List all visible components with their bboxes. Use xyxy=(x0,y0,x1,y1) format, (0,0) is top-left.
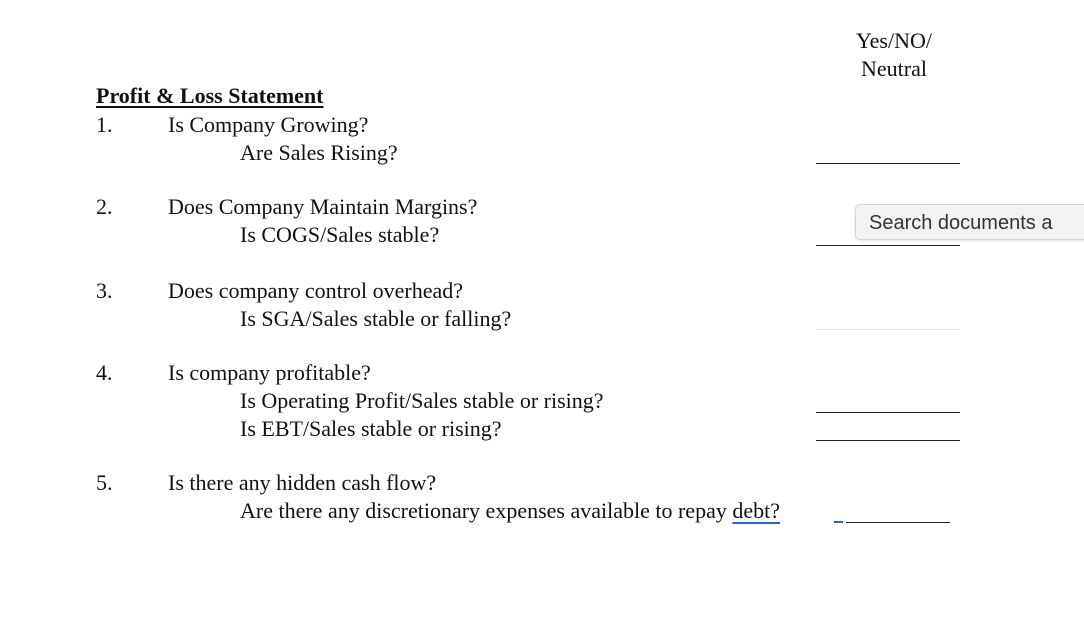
question-text: Is there any hidden cash flow? xyxy=(168,470,437,495)
question-number: 1. xyxy=(96,112,113,137)
answer-blank-line[interactable] xyxy=(816,329,960,330)
sub-question-text: Is SGA/Sales stable or falling? xyxy=(240,306,512,331)
link-underline-trailing xyxy=(834,521,843,523)
answer-blank-line[interactable] xyxy=(816,440,960,441)
question-text: Is Company Growing? xyxy=(168,112,369,137)
answer-column-header-line2: Neutral xyxy=(861,56,927,81)
debt-hyperlink[interactable]: debt? xyxy=(732,498,780,523)
question-number: 5. xyxy=(96,470,113,495)
answer-blank-line[interactable] xyxy=(846,522,950,523)
sub-question-text: Are Sales Rising? xyxy=(240,140,398,165)
question-number: 4. xyxy=(96,360,113,385)
answer-blank-line[interactable] xyxy=(816,163,960,164)
question-text: Does company control overhead? xyxy=(168,278,464,303)
answer-column-header xyxy=(836,27,952,83)
sub-question-text: Is COGS/Sales stable? xyxy=(240,222,440,247)
sub-question-text: Is EBT/Sales stable or rising? xyxy=(240,416,502,441)
sub-question-text: Is Operating Profit/Sales stable or rising? xyxy=(240,388,604,413)
question-number: 3. xyxy=(96,278,113,303)
section-title: Profit & Loss Statement xyxy=(96,83,324,108)
question-text: Is company profitable? xyxy=(168,360,371,385)
answer-column-header-line1: Yes/NO/ xyxy=(855,28,932,53)
search-documents-input[interactable]: Search documents a xyxy=(855,204,1084,240)
question-number: 2. xyxy=(96,194,113,219)
answer-blank-line[interactable] xyxy=(816,245,960,246)
answer-blank-line[interactable] xyxy=(816,412,960,413)
sub-question-text xyxy=(240,497,780,525)
sub-question-main-text: Are there any discretionary expenses available to repay xyxy=(240,498,733,523)
question-text: Does Company Maintain Margins? xyxy=(168,194,478,219)
